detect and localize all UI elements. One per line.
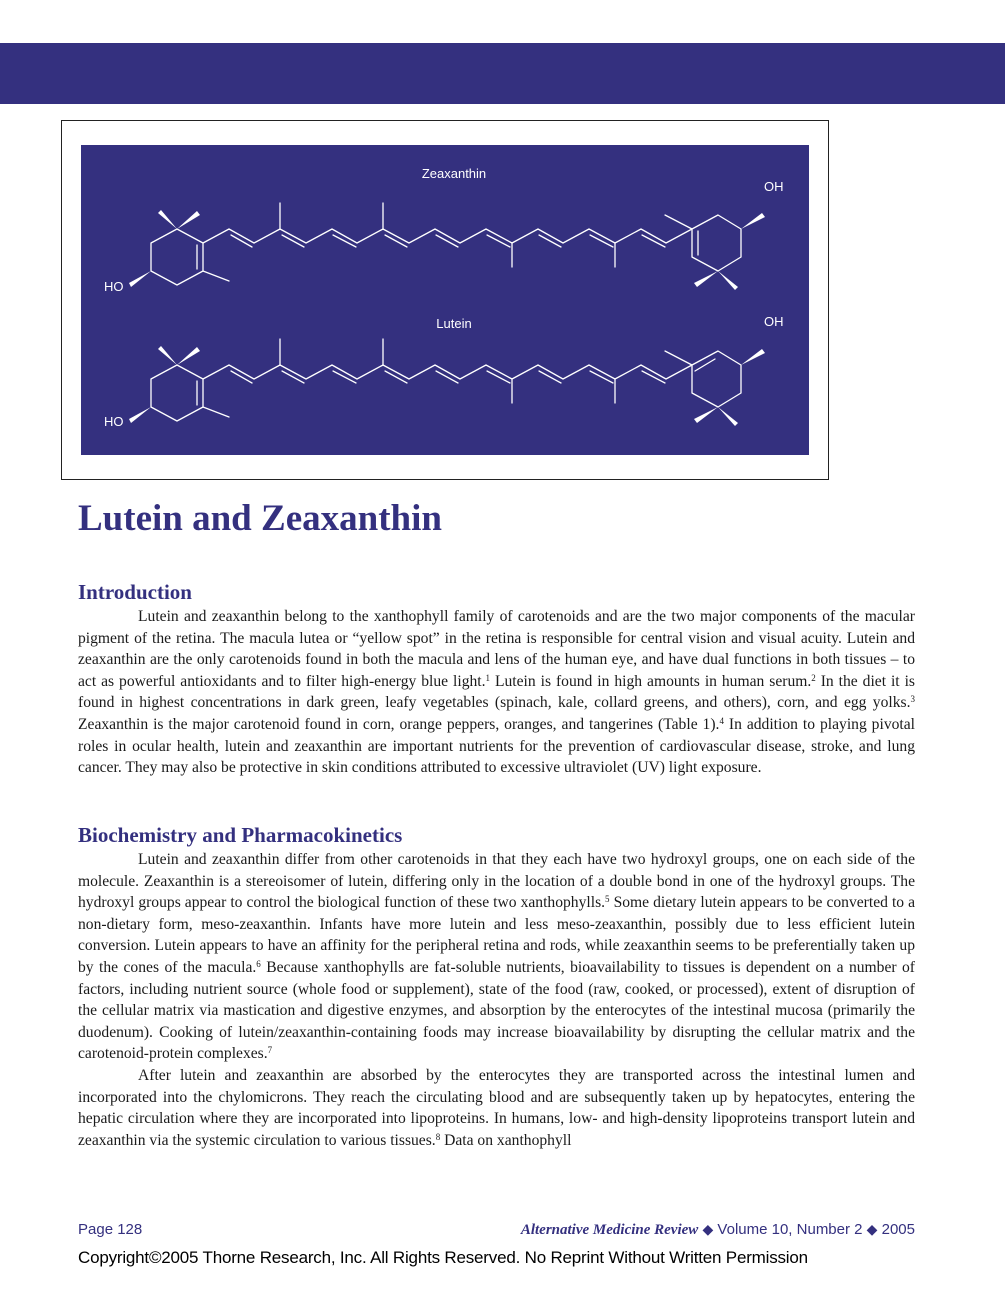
paragraph (78, 849, 915, 1065)
introduction-body (78, 606, 915, 779)
introduction-heading: Introduction (78, 580, 192, 604)
paragraph-text: Zeaxanthin is the major carotenoid found in corn, orange peppers, oranges, and tangerines (Table 1). (78, 715, 720, 733)
paragraph-text: Some dietary lutein appears to be converted to a non-dietary form, meso-zeaxanthin. Infants have more lutein and less meso-zeaxanthin, possibly due to less efficient lutein conversion. Lutein appears to have an affinity for the peripheral retina and rods, while zeaxanthin seems to be preferentially taken up by the cones of the macula. (78, 894, 916, 976)
paragraph-text: Data on xanthophyll (440, 1131, 572, 1149)
journal-year: 2005 (881, 1221, 915, 1238)
journal-citation (521, 1221, 915, 1239)
citation-superscript: 8 (435, 1131, 441, 1142)
lutein-oh-label: OH (764, 314, 784, 329)
citation-superscript: 4 (719, 715, 724, 726)
citation-superscript: 5 (605, 894, 610, 905)
page-number: Page 128 (78, 1221, 143, 1238)
zeaxanthin-structure (104, 166, 784, 294)
citation-superscript: 6 (256, 958, 261, 969)
journal-name: Alternative Medicine Review (520, 1222, 699, 1238)
lutein-structure (104, 314, 784, 429)
citation-superscript: 1 (485, 672, 491, 683)
zeaxanthin-ho-label: HO (104, 279, 124, 294)
diamond-separator-icon: ◆ (702, 1221, 714, 1237)
paragraph (78, 1065, 915, 1151)
copyright-notice: Copyright©2005 Thorne Research, Inc. All Rights Reserved. No Reprint Without Written Permission (78, 1248, 808, 1267)
lutein-ho-label: HO (104, 414, 124, 429)
citation-superscript: 2 (811, 672, 816, 683)
biochemistry-heading: Biochemistry and Pharmacokinetics (78, 823, 403, 847)
chemical-structure-figure (81, 145, 809, 455)
paragraph-text: In addition to playing pivotal roles in ocular health, lutein and zeaxanthin are important nutrients for the prevention of cardiovascular disease, stroke, and lung cancer. They may also be protective in skin conditions attributed to excessive ultraviolet (UV) light exposure. (78, 715, 915, 777)
paragraph-text: Because xanthophylls are fat-soluble nutrients, bioavailability to tissues is dependent on a number of factors, including nutrient source (whole food or supplement), state of the food (raw, cooked, or processed), extent of disruption of the cellular matrix via mastication and digestive enzymes, and absorption by the enterocytes of the intestinal mucosa (primarily the duodenum). Cooking of lutein/zeaxanthin-containing foods may increase bioavailability by disrupting the cellular matrix and the carotenoid-protein complexes. (78, 958, 916, 1063)
paragraph-text: Lutein and zeaxanthin belong to the xanthophyll family of carotenoids and are the two major components of the macular pigment of the retina. The macula lutea or “yellow spot” in the retina is responsible for central vision and visual acuity. Lutein and zeaxanthin are the only carotenoids found in both the macula and lens of the human eye, and have dual functions in both tissues – to act as powerful antioxidants and to filter high-energy blue light. (78, 608, 915, 690)
paragraph-text: Lutein is found in high amounts in human serum. (490, 672, 812, 690)
lutein-label: Lutein (436, 316, 472, 331)
zeaxanthin-oh-label: OH (764, 179, 784, 194)
header-band (0, 43, 1005, 104)
paragraph-text: In the diet it is found in highest concentrations in dark green, leafy vegetables (spinach, kale, collard greens, and others), corn, and egg yolks. (78, 672, 915, 712)
zeaxanthin-label: Zeaxanthin (421, 166, 487, 181)
journal-volume: Volume 10, Number 2 (717, 1221, 863, 1238)
diamond-separator-icon: ◆ (866, 1221, 878, 1237)
citation-superscript: 3 (910, 694, 915, 705)
article-title: Lutein and Zeaxanthin (78, 498, 442, 539)
paragraph-text: After lutein and zeaxanthin are absorbed by the enterocytes they are transported across the intestinal lumen and incorporated into the chylomicrons. They reach the circulating blood and are subsequently taken up by hepatocytes, entering the hepatic circulation where they are incorporated into lipoproteins. In humans, low- and high-density lipoproteins transport lutein and zeaxanthin via the systemic circulation to various tissues. (78, 1066, 915, 1149)
biochemistry-body (78, 849, 915, 1151)
citation-superscript: 7 (267, 1045, 273, 1056)
molecule-structures-svg (81, 145, 809, 455)
figure-frame (61, 120, 829, 480)
paragraph-text: Lutein and zeaxanthin differ from other carotenoids in that they each have two hydroxyl groups, one on each side of the molecule. Zeaxanthin is a stereoisomer of lutein, differing only in the location of a double bond in one of the hydroxyl groups. The hydroxyl groups appear to control the biological function of these two xanthophylls. (78, 851, 915, 912)
paragraph (78, 606, 915, 779)
